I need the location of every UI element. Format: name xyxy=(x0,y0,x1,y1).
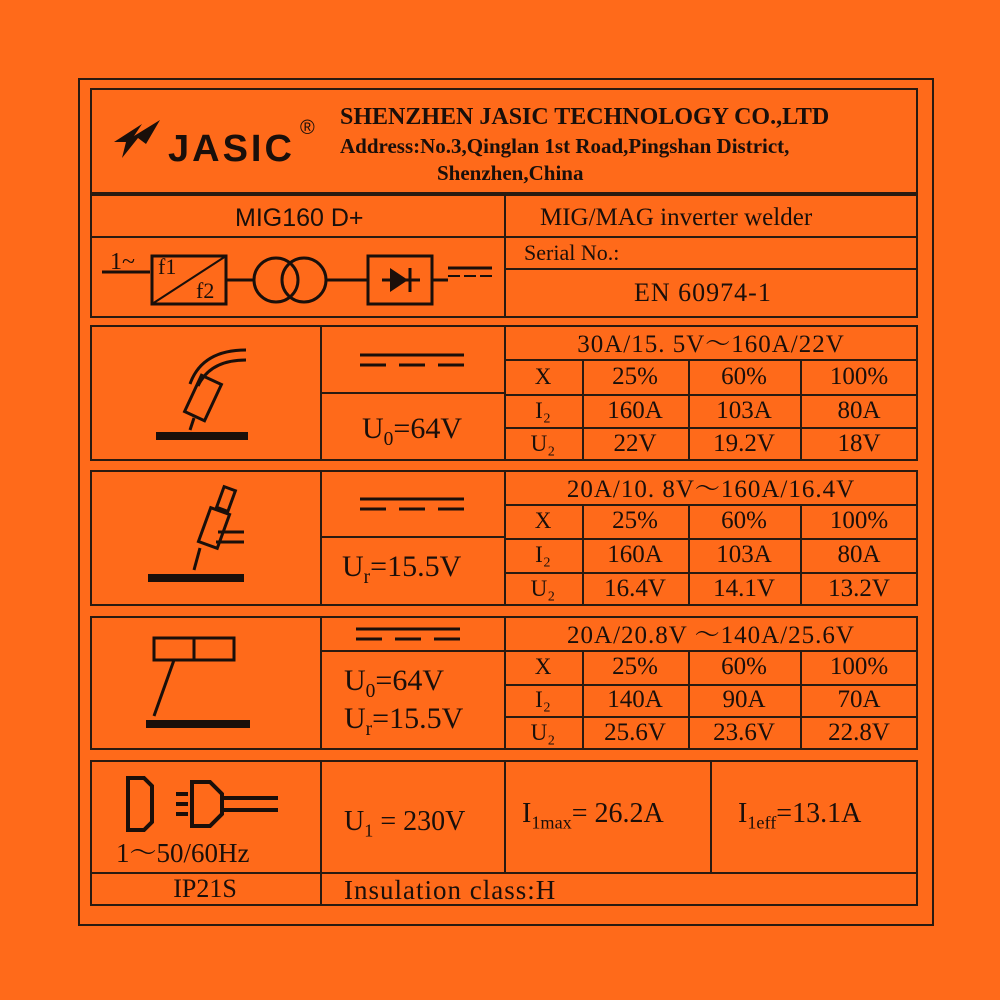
jasic-logo-icon xyxy=(112,118,162,162)
tig-table-cell: 25% xyxy=(612,507,658,534)
insulation-class: Insulation class:H xyxy=(344,875,557,905)
mig-row-label: X xyxy=(534,363,552,389)
protection-rating: IP21S xyxy=(173,874,237,903)
company-address-line1: Address:No.3,Qinglan 1st Road,Pingshan District, xyxy=(340,134,790,158)
mig-torch-icon xyxy=(150,340,250,444)
mig-row-label: U₂ xyxy=(530,431,556,456)
mig-table-cell: 100% xyxy=(829,362,889,390)
mma-row-label: U₂ xyxy=(530,720,556,745)
standard: EN 60974-1 xyxy=(634,278,772,307)
mig-table-cell: 22V xyxy=(613,430,657,457)
brand-name: JASIC xyxy=(168,128,295,170)
mma-open-voltage: $U_0=64V$ xyxy=(344,664,445,702)
tig-table-cell: 14.1V xyxy=(713,575,775,602)
tig-table-cell: 60% xyxy=(721,507,767,534)
mma-table-cell: 140A xyxy=(607,686,663,713)
mig-table-cell: 80A xyxy=(837,396,881,424)
mig-table-cell: 103A xyxy=(716,396,772,424)
mig-row-label: I₂ xyxy=(535,397,551,423)
schematic-f2: f2 xyxy=(196,278,215,303)
tig-row-label: X xyxy=(534,508,552,533)
mig-table-cell: 19.2V xyxy=(713,430,775,457)
schematic-f1: f1 xyxy=(158,254,177,279)
serial-label: Serial No.: xyxy=(524,240,620,265)
dc-symbol-icon xyxy=(360,352,464,370)
mig-table-cell: 25% xyxy=(612,362,658,390)
tig-table-cell: 16.4V xyxy=(604,575,666,602)
schematic-phase: 1~ xyxy=(110,249,135,275)
tig-table-cell: 103A xyxy=(716,541,772,568)
mig-open-voltage: $U_0=64V$ xyxy=(362,412,463,450)
tig-table-cell: 13.2V xyxy=(828,575,890,602)
mma-row-label: X xyxy=(534,654,552,679)
company-address-line2: Shenzhen,China xyxy=(437,161,584,185)
mma-table-cell: 25% xyxy=(612,653,658,680)
tig-row-label: I₂ xyxy=(535,542,551,567)
mma-table-cell: 100% xyxy=(829,653,889,680)
supply-voltage: $U_1 = 230V$ xyxy=(344,806,466,841)
mig-range: 30A/15. 5V～160A/22V xyxy=(577,331,845,358)
tig-table-cell: 80A xyxy=(837,541,881,568)
machine-type: MIG/MAG inverter welder xyxy=(540,204,813,231)
mma-table-cell: 70A xyxy=(837,686,881,713)
dc-symbol-icon xyxy=(356,626,460,644)
mma-table-cell: 60% xyxy=(721,653,767,680)
mma-table-cell: 23.6V xyxy=(713,719,775,746)
registered-mark: ® xyxy=(300,117,315,139)
mma-table-cell: 25.6V xyxy=(604,719,666,746)
mma-row-label: I₂ xyxy=(535,687,551,712)
mig-table-cell: 160A xyxy=(607,396,663,424)
model-name: MIG160 D+ xyxy=(235,204,364,232)
tig-table-cell: 160A xyxy=(607,541,663,568)
mma-electrode-icon xyxy=(146,634,250,734)
tig-table-cell: 100% xyxy=(829,507,889,534)
mma-range: 20A/20.8V ～140A/25.6V xyxy=(567,622,855,649)
mma-table-cell: 22.8V xyxy=(828,719,890,746)
dc-symbol-icon xyxy=(360,496,464,514)
tig-row-label: U₂ xyxy=(530,576,556,601)
supply-effective-current: $I_{1eff}=13.1A$ xyxy=(738,798,862,833)
mma-table-cell: 90A xyxy=(722,686,766,713)
mig-table-cell: 60% xyxy=(721,362,767,390)
tig-reduced-voltage: $U_r=15.5V$ xyxy=(342,550,462,588)
mains-plug-icon xyxy=(118,772,288,836)
tig-range: 20A/10. 8V～160A/16.4V xyxy=(566,476,856,503)
mig-table-cell: 18V xyxy=(837,430,881,457)
supply-max-current: $I_{1max}= 26.2A$ xyxy=(522,798,664,833)
supply-frequency: 1～50/60Hz xyxy=(116,838,250,868)
tig-torch-icon xyxy=(148,486,248,590)
mma-reduced-voltage: $U_r=15.5V$ xyxy=(344,702,464,740)
company-name: SHENZHEN JASIC TECHNOLOGY CO.,LTD xyxy=(340,104,830,130)
